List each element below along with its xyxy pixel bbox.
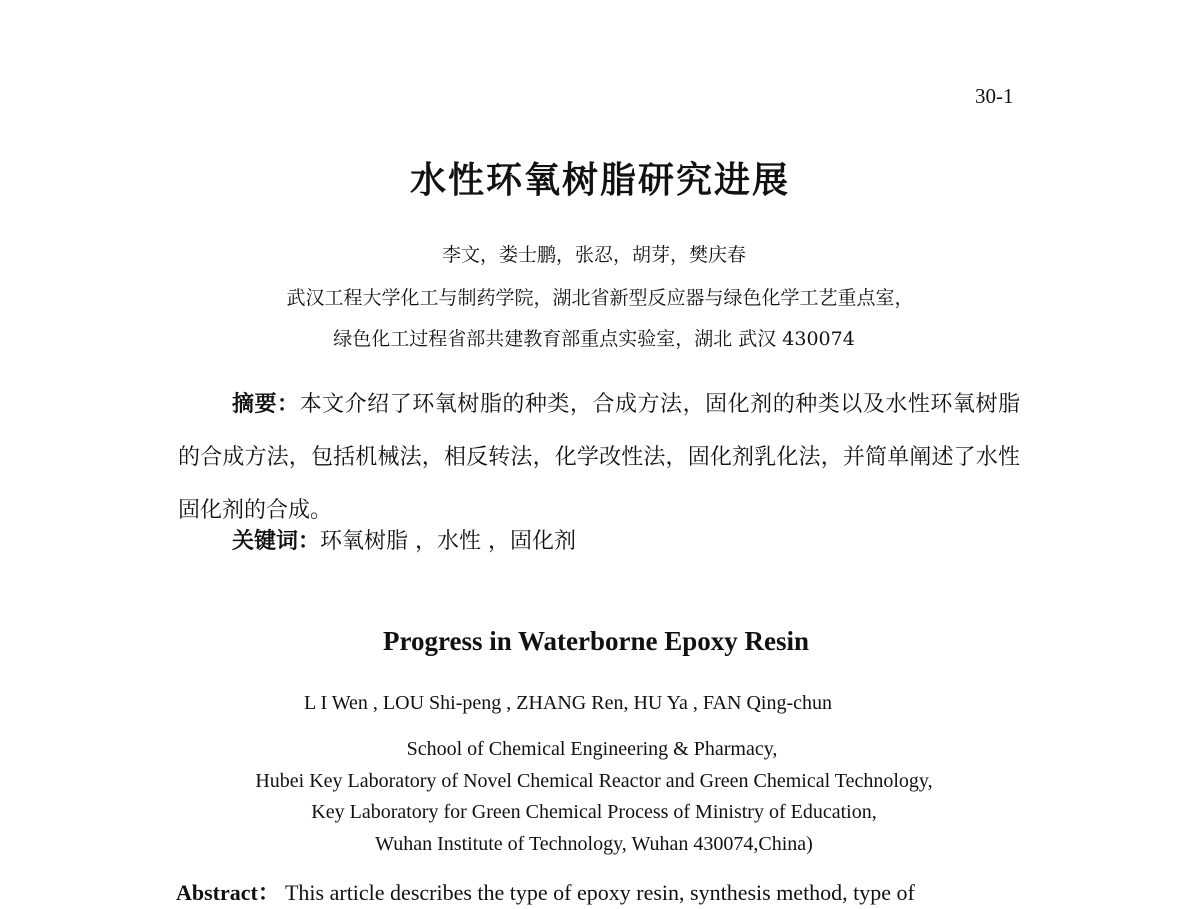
english-authors: L I Wen , LOU Shi-peng , ZHANG Ren, HU Ya , FAN Qing-chun — [304, 692, 832, 714]
chinese-authors: 李文，娄士鹏，张忍，胡芽，樊庆春 — [441, 244, 746, 266]
english-affiliation-line-3: Key Laboratory for Green Chemical Process of Ministry of Education, — [311, 801, 877, 823]
page-number: 30-1 — [975, 84, 1014, 108]
chinese-keywords-text: 环氧树脂 ，水性 ，固化剂 — [320, 529, 577, 554]
english-abstract-text: This article describes the type of epoxy resin, synthesis method, type of — [284, 880, 915, 905]
english-title: Progress in Waterborne Epoxy Resin — [382, 626, 809, 656]
english-abstract-label: Abstract： — [176, 880, 280, 905]
english-affiliation-line-4: Wuhan Institute of Technology, Wuhan 430074,China) — [375, 833, 813, 855]
english-affiliation-line-1: School of Chemical Engineering & Pharmacy, — [406, 738, 778, 760]
english-affiliation-line-2: Hubei Key Laboratory of Novel Chemical Reactor and Green Chemical Technology, — [255, 770, 933, 792]
english-abstract — [176, 876, 915, 907]
chinese-keywords — [232, 524, 576, 555]
chinese-affiliation-line-2: 绿色化工过程省部共建教育部重点实验室，湖北 武汉 430074 — [333, 328, 855, 350]
chinese-abstract-text: 本文介绍了环氧树脂的种类，合成方法，固化剂的种类以及水性环氧树脂的合成方法，包括机械法，相反转法，化学改性法，固化剂乳化法，并简单阐述了水性固化剂的合成。 — [178, 392, 1020, 523]
chinese-abstract — [178, 378, 1020, 537]
chinese-keywords-label: 关键词： — [232, 528, 321, 554]
chinese-title: 水性环氧树脂研究进展 — [409, 160, 790, 201]
chinese-abstract-label: 摘要： — [232, 391, 300, 417]
chinese-affiliation-line-1: 武汉工程大学化工与制药学院，湖北省新型反应器与绿色化学工艺重点室， — [286, 287, 914, 309]
